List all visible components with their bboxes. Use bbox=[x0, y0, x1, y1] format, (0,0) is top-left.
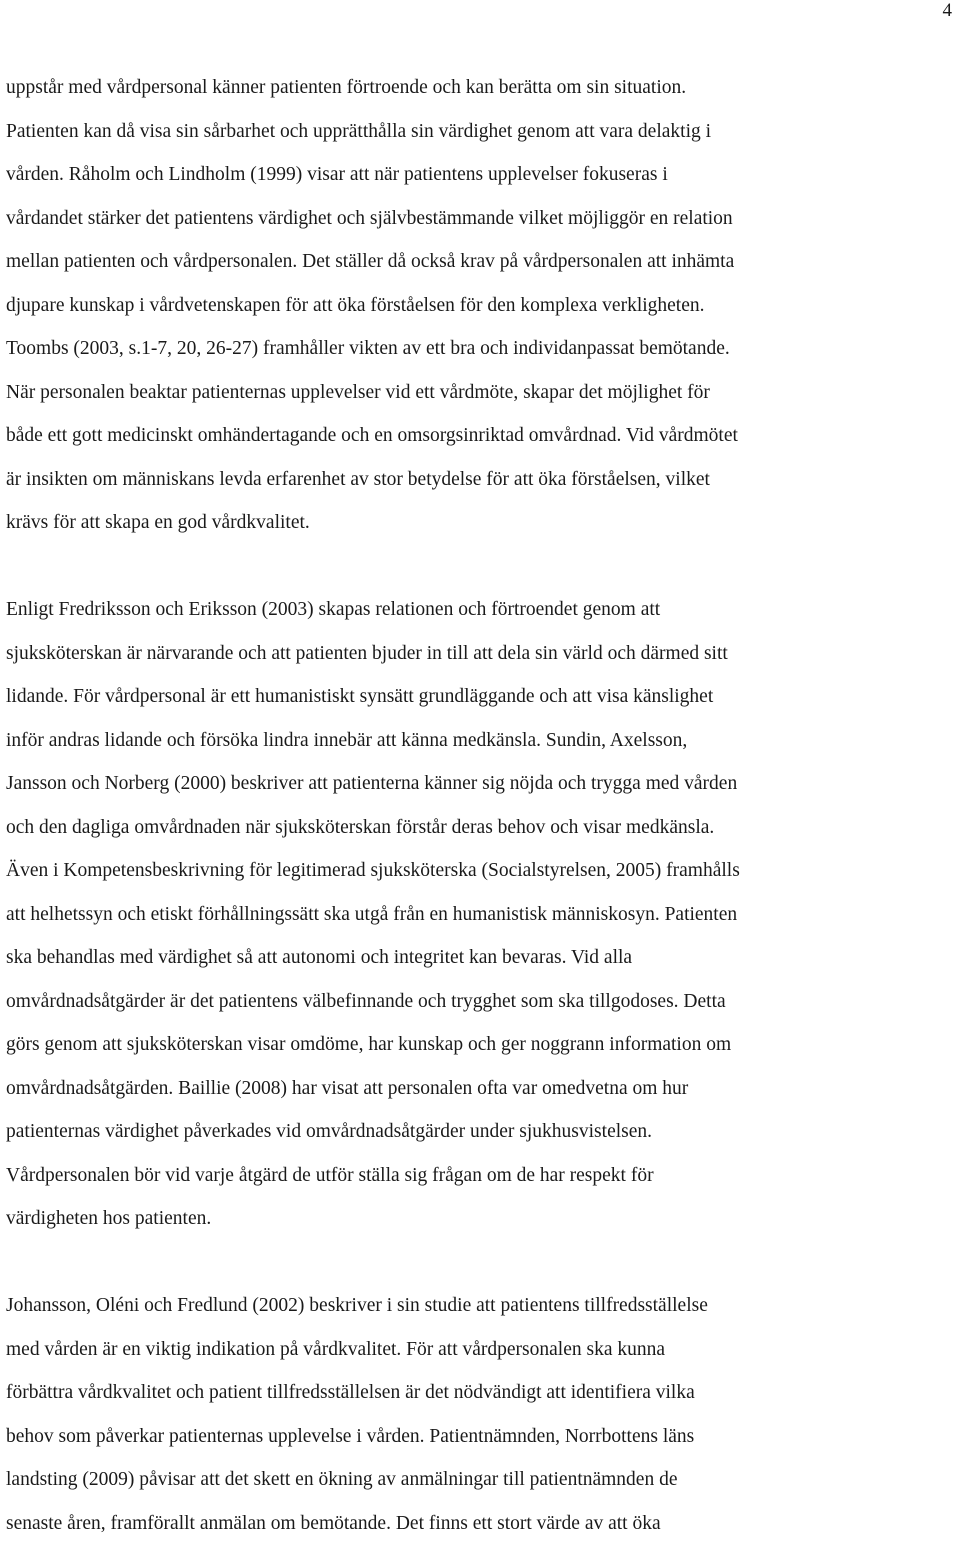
text-line: förbättra vårdkvalitet och patient tillfredsställelsen är det nödvändigt att identifiera vilka bbox=[6, 1371, 958, 1415]
text-line: behov som påverkar patienternas upplevelse i vården. Patientnämnden, Norrbottens läns bbox=[6, 1415, 958, 1459]
text-line: vårdandet stärker det patientens värdighet och självbestämmande vilket möjliggör en relation bbox=[6, 197, 958, 241]
text-line: och den dagliga omvårdnaden när sjuksköterskan förstår deras behov och visar medkänsla. bbox=[6, 806, 958, 850]
text-line: att helhetssyn och etiskt förhållningssätt ska utgå från en humanistisk människosyn. Patienten bbox=[6, 893, 958, 937]
text-line: Patienten kan då visa sin sårbarhet och upprätthålla sin värdighet genom att vara delaktig i bbox=[6, 110, 958, 154]
text-line: Även i Kompetensbeskrivning för legitimerad sjuksköterska (Socialstyrelsen, 2005) framhålls bbox=[6, 849, 958, 893]
text-line: omvårdnadsåtgärden. Baillie (2008) har visat att personalen ofta var omedvetna om hur bbox=[6, 1067, 958, 1111]
text-line: görs genom att sjuksköterskan visar omdöme, har kunskap och ger noggrann information om bbox=[6, 1023, 958, 1067]
text-line: Toombs (2003, s.1-7, 20, 26-27) framhåller vikten av ett bra och individanpassat bemötande. bbox=[6, 327, 958, 371]
text-line: patienternas värdighet påverkades vid omvårdnadsåtgärder under sjukhusvistelsen. bbox=[6, 1110, 958, 1154]
paragraph-2 bbox=[6, 588, 958, 1241]
text-line: Jansson och Norberg (2000) beskriver att patienterna känner sig nöjda och trygga med vården bbox=[6, 762, 958, 806]
text-line: är insikten om människans levda erfarenhet av stor betydelse för att öka förståelsen, vilket bbox=[6, 458, 958, 502]
text-line: värdigheten hos patienten. bbox=[6, 1197, 958, 1241]
text-line: ska behandlas med värdighet så att autonomi och integritet kan bevaras. Vid alla bbox=[6, 936, 958, 980]
text-line: Enligt Fredriksson och Eriksson (2003) skapas relationen och förtroendet genom att bbox=[6, 588, 958, 632]
text-line: omvårdnadsåtgärder är det patientens välbefinnande och trygghet som ska tillgodoses. Detta bbox=[6, 980, 958, 1024]
text-line: Johansson, Oléni och Fredlund (2002) beskriver i sin studie att patientens tillfredsställelse bbox=[6, 1284, 958, 1328]
text-line: lidande. För vårdpersonal är ett humanistiskt synsätt grundläggande och att visa känslighet bbox=[6, 675, 958, 719]
document-body bbox=[6, 66, 958, 1545]
paragraph-spacer bbox=[6, 1241, 958, 1285]
text-line: Vårdpersonalen bör vid varje åtgärd de utför ställa sig frågan om de har respekt för bbox=[6, 1154, 958, 1198]
page-number: 4 bbox=[943, 0, 953, 22]
text-line: djupare kunskap i vårdvetenskapen för att öka förståelsen för den komplexa verkligheten. bbox=[6, 284, 958, 328]
paragraph-spacer bbox=[6, 545, 958, 589]
text-line: krävs för att skapa en god vårdkvalitet. bbox=[6, 501, 958, 545]
text-line: senaste åren, framförallt anmälan om bemötande. Det finns ett stort värde av att öka bbox=[6, 1502, 958, 1545]
text-line: med vården är en viktig indikation på vårdkvalitet. För att vårdpersonalen ska kunna bbox=[6, 1328, 958, 1372]
text-line: vården. Råholm och Lindholm (1999) visar att när patientens upplevelser fokuseras i bbox=[6, 153, 958, 197]
text-line: mellan patienten och vårdpersonalen. Det ställer då också krav på vårdpersonalen att inhämta bbox=[6, 240, 958, 284]
text-line: landsting (2009) påvisar att det skett en ökning av anmälningar till patientnämnden de bbox=[6, 1458, 958, 1502]
paragraph-3 bbox=[6, 1284, 958, 1545]
text-line: uppstår med vårdpersonal känner patienten förtroende och kan berätta om sin situation. bbox=[6, 66, 958, 110]
text-line: sjuksköterskan är närvarande och att patienten bjuder in till att dela sin värld och därmed sitt bbox=[6, 632, 958, 676]
text-line: inför andras lidande och försöka lindra innebär att känna medkänsla. Sundin, Axelsson, bbox=[6, 719, 958, 763]
text-line: både ett gott medicinskt omhändertagande och en omsorgsinriktad omvårdnad. Vid vårdmötet bbox=[6, 414, 958, 458]
text-line: När personalen beaktar patienternas upplevelser vid ett vårdmöte, skapar det möjlighet för bbox=[6, 371, 958, 415]
paragraph-1 bbox=[6, 66, 958, 545]
